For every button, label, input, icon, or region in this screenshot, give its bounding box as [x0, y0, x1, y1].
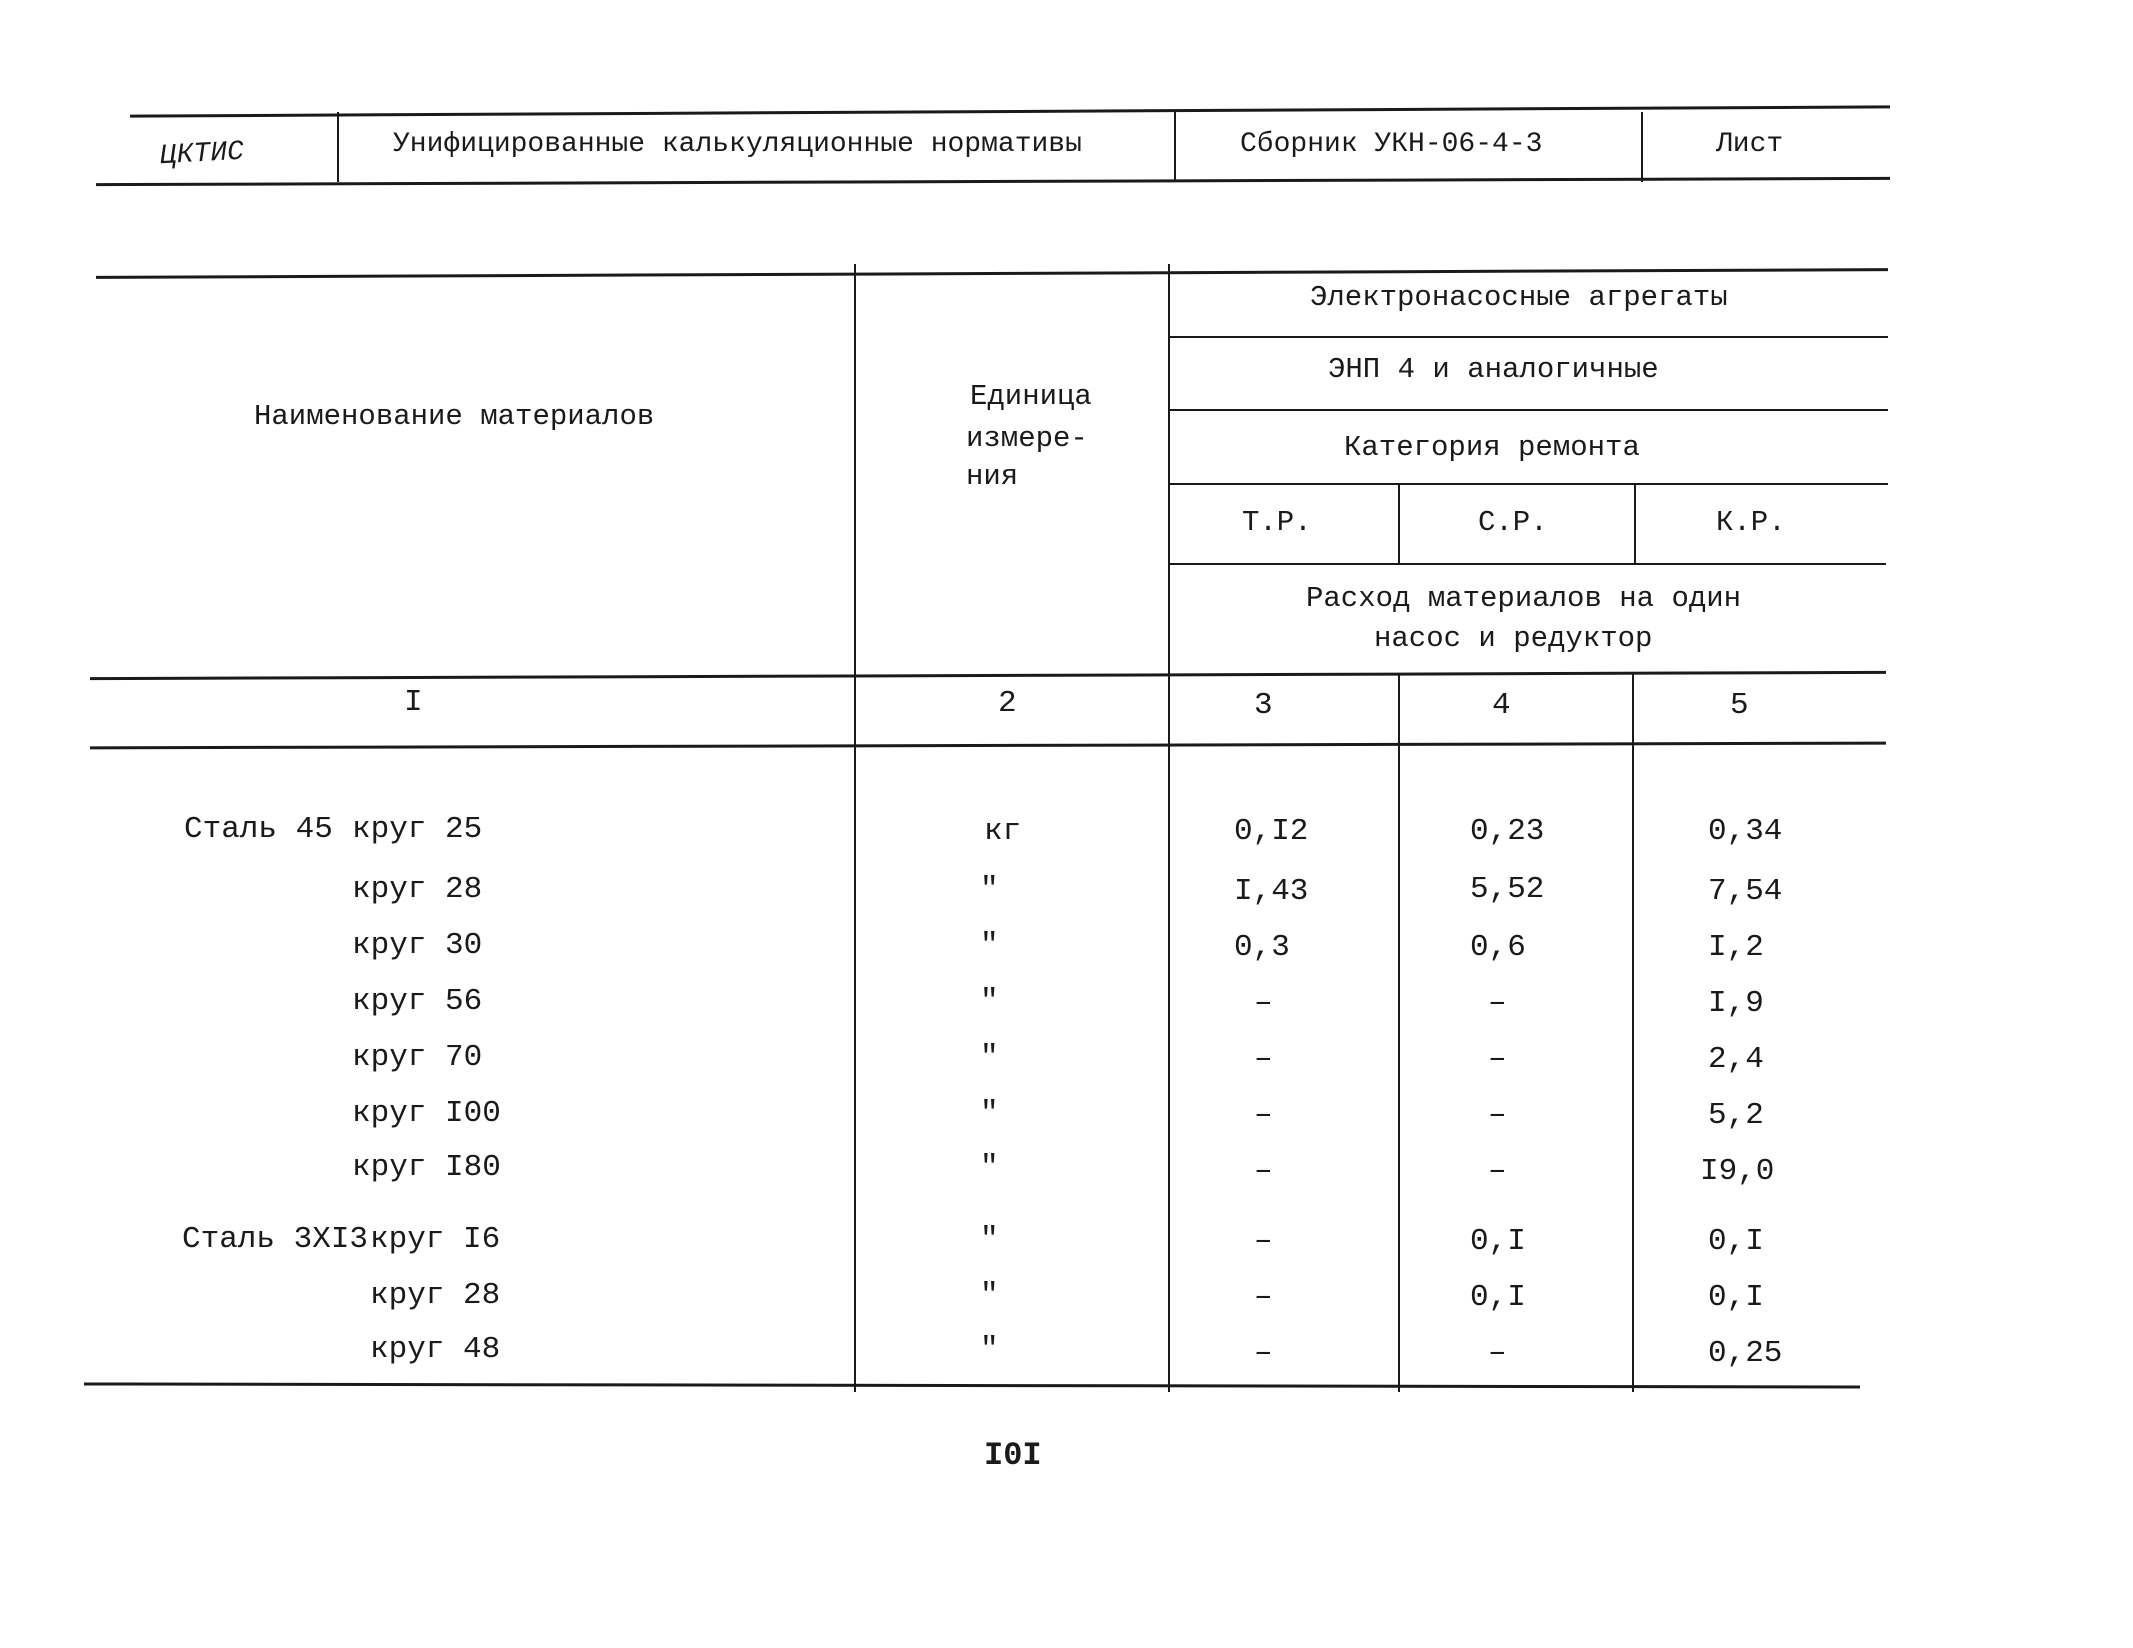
- col-divider-4-5: [1632, 674, 1634, 1392]
- row-size: круг 70: [352, 1040, 483, 1075]
- row-sr: –: [1488, 1042, 1507, 1077]
- rule-under-category: [1170, 483, 1888, 485]
- col-divider-unit-values: [1168, 264, 1170, 1392]
- row-size: круг I00: [352, 1096, 501, 1131]
- row-tr: –: [1254, 986, 1273, 1021]
- row-unit: ": [980, 1096, 999, 1131]
- header-org: ЦКТИС: [159, 136, 245, 173]
- row-unit: ": [980, 1278, 999, 1313]
- col-unit-header-line-3: ния: [966, 460, 1019, 493]
- rule-under-group: [1170, 336, 1888, 338]
- row-kr: 7,54: [1708, 874, 1783, 909]
- row-unit: ": [980, 1222, 999, 1257]
- category-col-sr: С.Р.: [1478, 506, 1548, 539]
- row-unit: ": [980, 872, 999, 907]
- row-sr: 5,52: [1470, 872, 1545, 907]
- row-sr: 0,I: [1470, 1224, 1526, 1259]
- row-tr: –: [1254, 1042, 1273, 1077]
- col-divider-name-unit: [854, 264, 856, 1392]
- row-size: круг I80: [352, 1150, 501, 1185]
- row-unit: ": [980, 1332, 999, 1367]
- row-tr: –: [1254, 1098, 1273, 1133]
- col-unit-header-line-2: измере-: [966, 422, 1088, 455]
- header-bottom-rule: [96, 177, 1890, 186]
- header-divider-1: [337, 112, 339, 182]
- group-header: Электронасосные агрегаты: [1310, 281, 1728, 314]
- header-divider-2: [1174, 112, 1176, 182]
- table-bottom-rule: [84, 1382, 1860, 1388]
- table-top-rule: [96, 268, 1888, 279]
- col-number-1: I: [404, 685, 423, 720]
- header-divider-3: [1641, 112, 1643, 182]
- row-size: круг 30: [352, 928, 483, 963]
- row-tr: –: [1254, 1154, 1273, 1189]
- row-size: круг 25: [352, 812, 483, 847]
- category-col-kr: К.Р.: [1716, 506, 1786, 539]
- row-unit: ": [980, 984, 999, 1019]
- header-sheet-label: Лист: [1716, 129, 1784, 160]
- row-tr: –: [1254, 1224, 1273, 1259]
- row-size: круг 56: [352, 984, 483, 1019]
- row-size: круг I6: [370, 1222, 501, 1257]
- col-number-5: 5: [1730, 688, 1749, 723]
- rule-header-bottom: [90, 671, 1886, 680]
- consumption-header-line-2: насос и редуктор: [1374, 622, 1653, 655]
- header-title: Унифицированные калькуляционные нормативы: [393, 129, 1082, 160]
- row-unit: ": [980, 1040, 999, 1075]
- col-number-2: 2: [998, 686, 1017, 721]
- row-tr: 0,3: [1234, 930, 1290, 965]
- row-sr: 0,6: [1470, 930, 1526, 965]
- header-collection: Сборник УКН-06-4-3: [1240, 129, 1543, 160]
- row-kr: 0,25: [1708, 1336, 1783, 1371]
- row-tr: –: [1254, 1280, 1273, 1315]
- row-sr: –: [1488, 1336, 1507, 1371]
- row-kr: I9,0: [1700, 1154, 1775, 1189]
- row-sr: –: [1488, 986, 1507, 1021]
- col-number-3: 3: [1254, 688, 1273, 723]
- row-tr: 0,I2: [1234, 814, 1309, 849]
- rule-under-category-cols: [1168, 563, 1886, 565]
- row-size: круг 48: [370, 1332, 501, 1367]
- subgroup-header: ЭНП 4 и аналогичные: [1328, 353, 1659, 386]
- col-number-4: 4: [1492, 688, 1511, 723]
- row-unit: кг: [984, 814, 1022, 849]
- col-unit-header-line-1: Единица: [970, 380, 1092, 413]
- row-sr: 0,I: [1470, 1280, 1526, 1315]
- row-material: Сталь 45: [184, 812, 333, 847]
- row-sr: 0,23: [1470, 814, 1545, 849]
- rule-under-subgroup: [1170, 409, 1888, 411]
- row-unit: ": [980, 928, 999, 963]
- page-number: I0I: [984, 1437, 1042, 1474]
- col-divider-tr-sr: [1398, 484, 1400, 564]
- row-size: круг 28: [352, 872, 483, 907]
- row-kr: 2,4: [1708, 1042, 1764, 1077]
- row-size: круг 28: [370, 1278, 501, 1313]
- category-col-tr: Т.Р.: [1242, 506, 1312, 539]
- row-kr: I,9: [1708, 986, 1764, 1021]
- row-sr: –: [1488, 1098, 1507, 1133]
- category-header: Категория ремонта: [1344, 431, 1640, 464]
- row-tr: I,43: [1234, 874, 1309, 909]
- row-kr: 0,34: [1708, 814, 1783, 849]
- row-tr: –: [1254, 1336, 1273, 1371]
- row-kr: 0,I: [1708, 1280, 1764, 1315]
- row-material: Сталь 3XI3: [182, 1222, 369, 1257]
- header-top-rule: [130, 105, 1890, 117]
- col-name-header: Наименование материалов: [254, 400, 655, 433]
- row-sr: –: [1488, 1154, 1507, 1189]
- consumption-header-line-1: Расход материалов на один: [1306, 582, 1742, 615]
- row-kr: I,2: [1708, 930, 1764, 965]
- col-divider-3-4: [1398, 674, 1400, 1392]
- rule-colnums-bottom: [90, 742, 1886, 750]
- row-unit: ": [980, 1150, 999, 1185]
- col-divider-sr-kr: [1634, 484, 1636, 564]
- row-kr: 0,I: [1708, 1224, 1764, 1259]
- row-kr: 5,2: [1708, 1098, 1764, 1133]
